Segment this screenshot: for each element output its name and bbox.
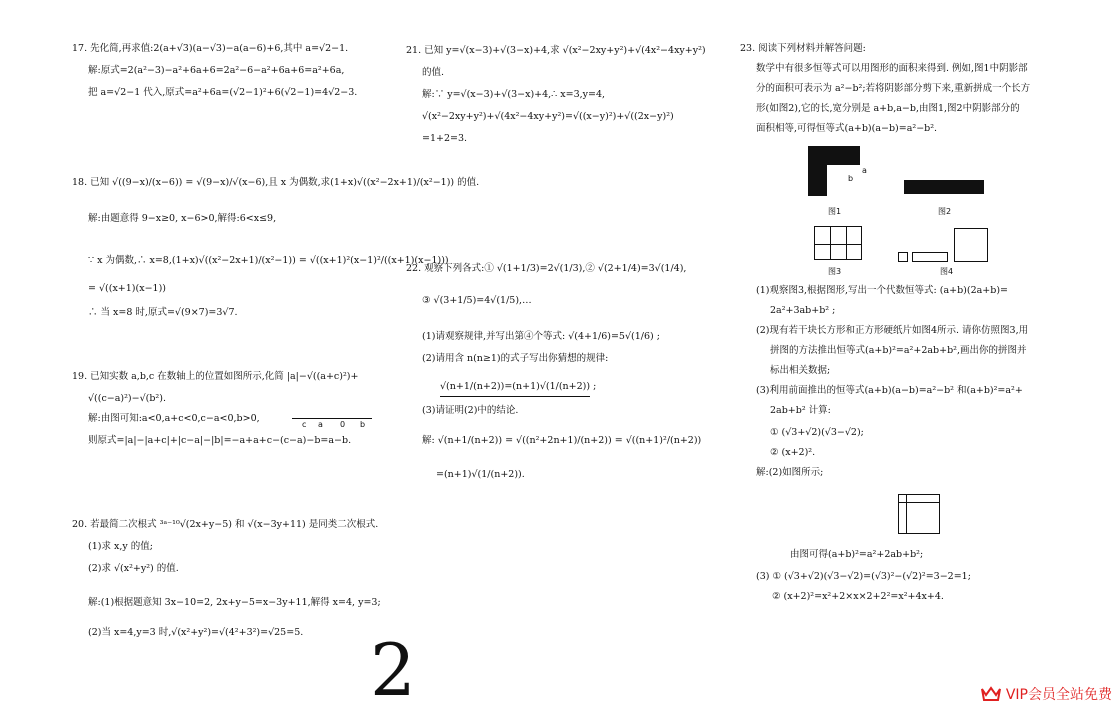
q19-stem: 19. 已知实数 a,b,c 在数轴上的位置如图所示,化简 |a|−√((a+c)²)+ <box>72 371 359 382</box>
fig3-label: 图3 <box>828 267 842 276</box>
q17-sol-1: 解:原式=2(a²−3)−a²+6a+6=2a²−6−a²+6a+6=a²+6a, <box>88 65 345 76</box>
q22-part1: (1)请观察规律,并写出第④个等式: √(4+1/6)=5√(1/6) ; <box>422 331 660 342</box>
q20-sol-1: 解:(1)根据题意知 3x−10=2, 2x+y−5=x−3y+11,解得 x=4, y=3; <box>88 597 381 608</box>
q22-part2: (2)请用含 n(n≥1)的式子写出你猜想的规律: <box>422 353 609 364</box>
q18-stem: 18. 已知 √((9−x)/(x−6)) = √(9−x)/√(x−6),且 x 为偶数,求(1+x)√((x²−2x+1)/(x²−1)) 的值. <box>72 177 480 188</box>
q23-part3-1: ① (√3+√2)(√3−√2); <box>770 427 864 438</box>
q20-stem: 20. 若最简二次根式 ³ᵃ⁻¹⁰√(2x+y−5) 和 √(x−3y+11) 是同类二次根式. <box>72 519 379 530</box>
q23-part2-b: 拼图的方法推出恒等式(a+b)²=a²+2ab+b²,画出你的拼图并 <box>770 345 1027 356</box>
fig4-label: 图4 <box>940 267 954 276</box>
q17-sol-2: 把 a=√2−1 代入,原式=a²+6a=(√2−1)²+6(√2−1)=4√2−3. <box>88 87 358 98</box>
vip-text: VIP会员全站免费 <box>1005 687 1112 703</box>
q23-text-3: 形(如图2),它的长,宽分别是 a+b,a−b,由图1,图2中阴影部分的 <box>756 103 1020 114</box>
q22-stem: 22. 观察下列各式:① √(1+1/3)=2√(1/3),② √(2+1/4)=3√(1/4), <box>406 263 687 274</box>
q23-stem: 23. 阅读下列材料并解答问题: <box>740 43 866 54</box>
q20-sol-2: (2)当 x=4,y=3 时,√(x²+y²)=√(4²+3²)=√25=5. <box>88 627 304 638</box>
q22-part2-answer: √(n+1/(n+2))=(n+1)√(1/(n+2)) ; <box>440 381 597 392</box>
q21-stem: 21. 已知 y=√(x−3)+√(3−x)+4,求 √(x²−2xy+y²)+√(4x²−4xy+y²) <box>406 45 706 56</box>
vip-watermark[interactable] <box>980 684 1112 704</box>
fig1-label: 图1 <box>828 207 842 216</box>
q20-part1: (1)求 x,y 的值; <box>88 541 153 552</box>
page-number: 2 <box>370 628 416 712</box>
q22-stem-2: ③ √(3+1/5)=4√(1/5),… <box>422 295 532 306</box>
q23-sol-2: 由图可得(a+b)²=a²+2ab+b²; <box>790 549 924 560</box>
q23-text-1: 数学中有很多恒等式可以用图形的面积来得到. 例如,图1中阴影部 <box>756 63 1028 74</box>
fig2-label: 图2 <box>938 207 952 216</box>
q22-sol-2: =(n+1)√(1/(n+2)). <box>436 469 525 480</box>
nl-a: a <box>318 420 323 429</box>
q23-part3-2: ② (x+2)². <box>770 447 816 458</box>
q20-part2: (2)求 √(x²+y²) 的值. <box>88 563 179 574</box>
q18-sol-1: 解:由题意得 9−x≥0, x−6>0,解得:6<x≤9, <box>88 213 277 224</box>
q23-sol-4: ② (x+2)²=x²+2×x×2+2²=x²+4x+4. <box>772 591 944 602</box>
q17-stem: 17. 先化简,再求值:2(a+√3)(a−√3)−a(a−6)+6,其中 a=√2−1. <box>72 43 349 54</box>
q22-sol-1: 解: √(n+1/(n+2)) = √((n²+2n+1)/(n+2)) = √((n+1)²/(n+2)) <box>422 435 702 446</box>
q23-text-4: 面积相等,可得恒等式(a+b)(a−b)=a²−b². <box>756 123 938 134</box>
nl-c: c <box>302 420 307 429</box>
q23-part1: (1)观察图3,根据图形,写出一个代数恒等式: (a+b)(2a+b)= <box>756 285 1009 296</box>
q21-sol-2: √(x²−2xy+y²)+√(4x²−4xy+y²)=√((x−y)²)+√((2x−y)²) <box>422 111 674 122</box>
q23-sol-3: (3) ① (√3+√2)(√3−√2)=(√3)²−(√2)²=3−2=1; <box>756 571 971 582</box>
q18-sol-4: ∴ 当 x=8 时,原式=√(9×7)=3√7. <box>88 307 238 318</box>
q21-sol-3: =1+2=3. <box>422 133 468 144</box>
q23-text-2: 分的面积可表示为 a²−b²;若将阴影部分剪下来,重新拼成一个长方 <box>756 83 1031 94</box>
q18-sol-3: = √((x+1)(x−1)) <box>88 283 166 294</box>
q23-part2: (2)现有若干块长方形和正方形硬纸片如图4所示. 请你仿照图3,用 <box>756 325 1029 336</box>
q23-part2-c: 标出相关数据; <box>770 365 831 376</box>
q21-stem-2: 的值. <box>422 67 445 78</box>
q23-part1-answer: 2a²+3ab+b² ; <box>770 305 836 316</box>
q23-sol-1: 解:(2)如图所示; <box>756 467 824 478</box>
q19-sol-2: 则原式=|a|−|a+c|+|c−a|−|b|=−a+a+c−(c−a)−b=a−b. <box>88 435 352 446</box>
nl-zero: 0 <box>340 420 346 429</box>
q19-sol-1: 解:由图可知:a<0,a+c<0,c−a<0,b>0, <box>88 413 260 424</box>
q21-sol-1: 解:∵ y=√(x−3)+√(3−x)+4,∴ x=3,y=4, <box>422 89 606 100</box>
q22-part3: (3)请证明(2)中的结论. <box>422 405 519 416</box>
nl-b: b <box>360 420 366 429</box>
fig1-a: a <box>862 166 867 175</box>
q18-sol-2: ∵ x 为偶数,∴ x=8,(1+x)√((x²−2x+1)/(x²−1)) = √((x+1)²(x−1)²/((x+1)(x−1))) <box>88 255 449 266</box>
q23-part3-b: 2ab+b² 计算: <box>770 405 831 416</box>
q23-part3: (3)利用前面推出的恒等式(a+b)(a−b)=a²−b² 和(a+b)²=a²+ <box>756 385 1023 396</box>
fig1-b: b <box>848 174 854 183</box>
crown-icon <box>980 685 1002 703</box>
q19-stem-2: √((c−a)²)−√(b²). <box>88 393 166 404</box>
